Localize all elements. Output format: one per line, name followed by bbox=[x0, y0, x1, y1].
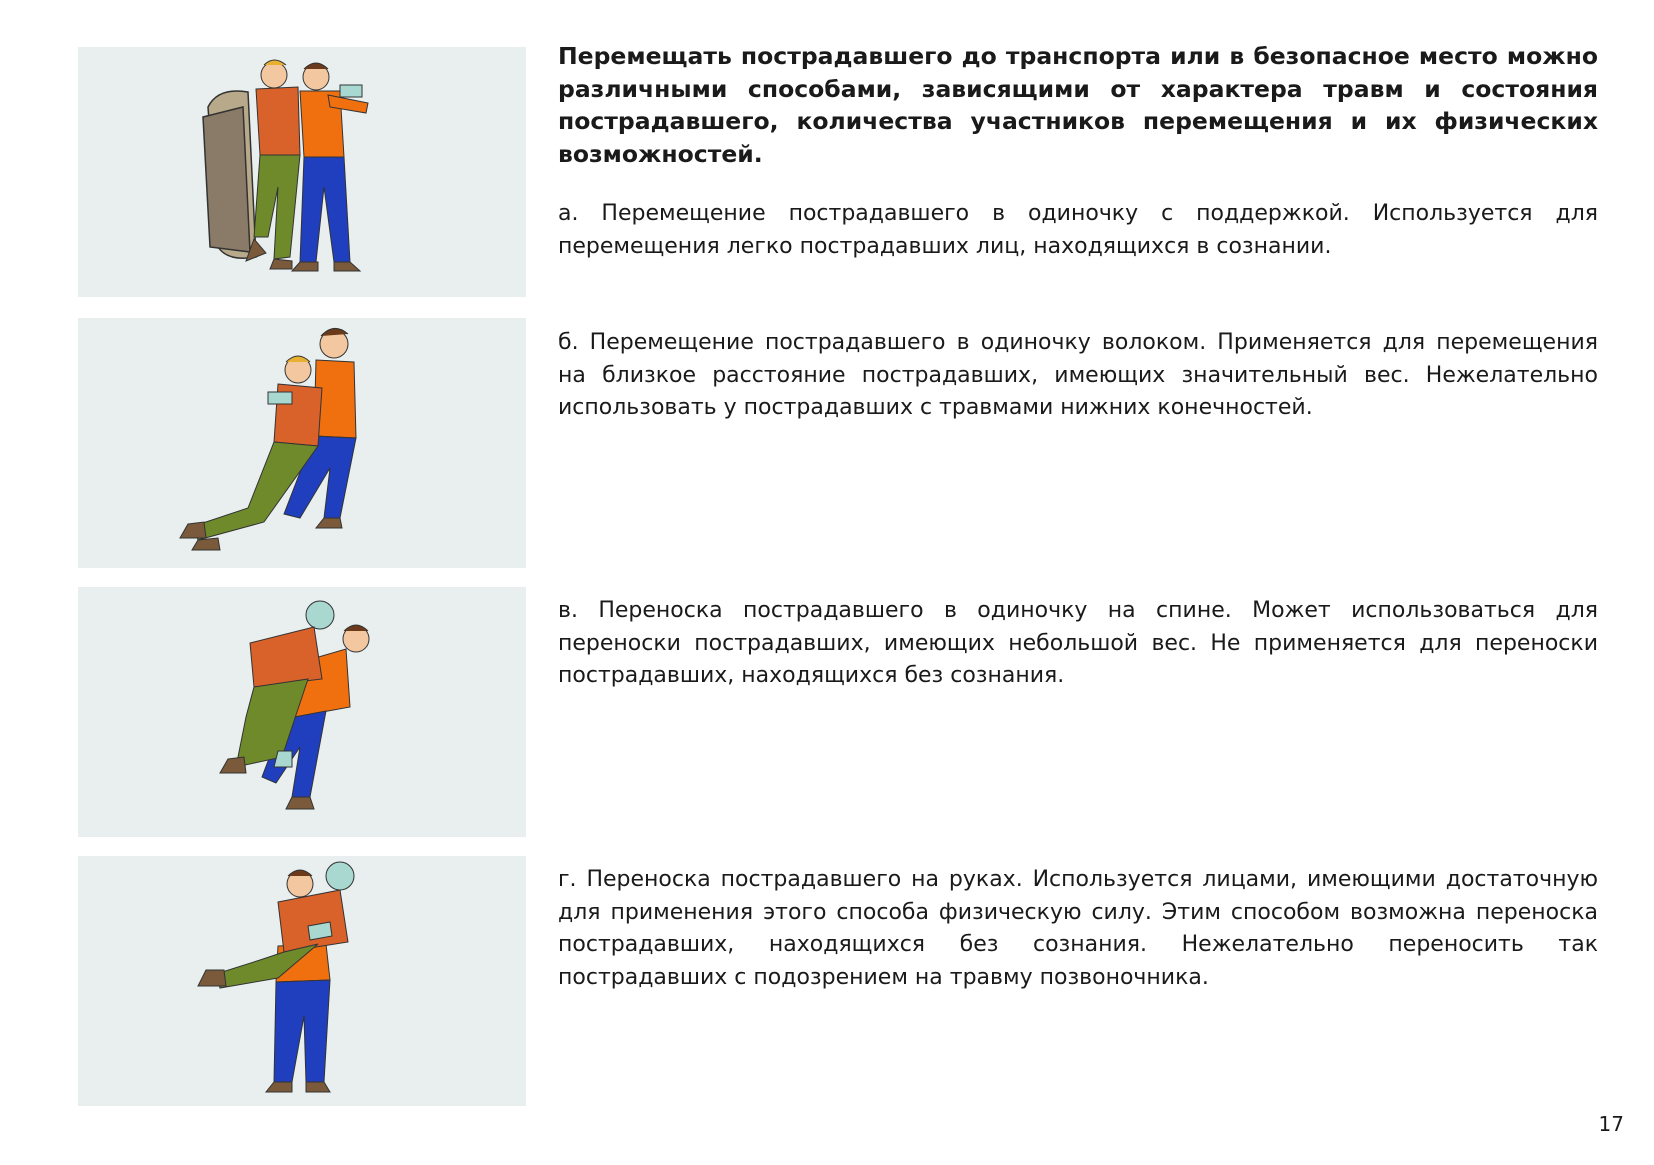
drag-figure bbox=[78, 318, 526, 568]
illustration-support-walk bbox=[78, 47, 526, 297]
illustration-arms-carry bbox=[78, 856, 526, 1106]
method-a-text: а. Перемещение пострадавшего в одиночку с поддержкой. Используется для перемещения легко пострадавших лиц, находящихся в сознании. bbox=[558, 201, 1598, 259]
arms-carry-figure bbox=[78, 856, 526, 1106]
page-number: 17 bbox=[1598, 1112, 1624, 1136]
method-d-text: г. Переноска пострадавшего на руках. Используется лицами, имеющими достаточную для применения этого способа физическую силу. Этим способом возможна переноска пострадавших, находящихся без сознания. Нежелательно переносить так пострадавших с подозрением на травму позвоночника. bbox=[558, 867, 1598, 990]
support-walk-figure bbox=[78, 47, 526, 297]
illustration-piggyback-carry bbox=[78, 587, 526, 837]
piggyback-carry-figure bbox=[78, 587, 526, 837]
method-c-text: в. Переноска пострадавшего в одиночку на спине. Может использоваться для переноски пострадавших, имеющих небольшой вес. Не применяется для переноски пострадавших, находящихся без сознания. bbox=[558, 598, 1598, 688]
intro-paragraph: Перемещать пострадавшего до транспорта или в безопасное место можно различными способами, зависящими от характера травм и состояния пострадавшего, количества участников перемещения и их физических возможностей. bbox=[558, 42, 1598, 168]
illustration-drag bbox=[78, 318, 526, 568]
method-b-text: б. Перемещение пострадавшего в одиночку волоком. Применяется для перемещения на близкое расстояние пострадавших, имеющих значительный вес. Нежелательно использовать у пострадавших с травмами нижних конечностей. bbox=[558, 330, 1598, 420]
